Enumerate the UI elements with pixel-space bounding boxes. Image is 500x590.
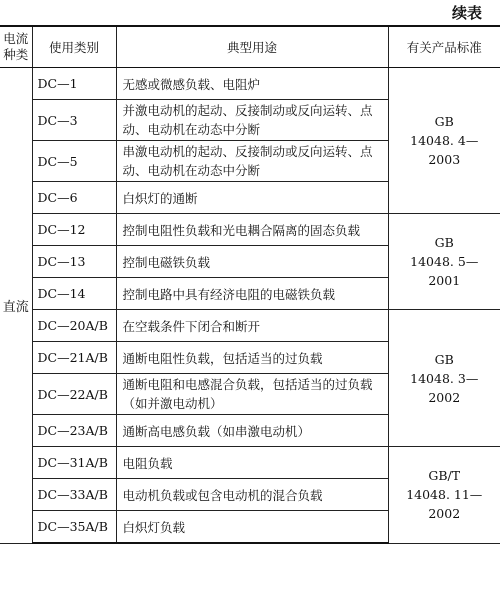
category-cell: DC—20A/B	[32, 310, 116, 342]
standard-line2: 14048. 11—2002	[406, 487, 483, 522]
use-cell: 控制电阻性负载和光电耦合隔离的固态负载	[116, 214, 388, 246]
category-cell: DC—13	[32, 246, 116, 278]
use-cell: 通断高电感负载（如串激电动机）	[116, 415, 388, 447]
table-row	[0, 310, 500, 342]
standard-cell	[388, 447, 500, 544]
use-cell: 并激电动机的起动、反接制动或反向运转、点动、电动机在动态中分断	[116, 100, 388, 141]
standard-line1: GB	[434, 114, 454, 129]
header-typical-use: 典型用途	[116, 26, 388, 68]
use-cell: 电阻负载	[116, 447, 388, 479]
use-cell: 电动机负载或包含电动机的混合负载	[116, 479, 388, 511]
standard-line2: 14048. 4—2003	[410, 133, 479, 167]
use-cell: 控制电路中具有经济电阻的电磁铁负载	[116, 278, 388, 310]
use-cell: 白炽灯负载	[116, 511, 388, 544]
header-current-kind-label: 电流种类	[3, 31, 29, 62]
use-cell: 串激电动机的起动、反接制动或反向运转、点动、电动机在动态中分断	[116, 141, 388, 182]
standard-cell	[388, 310, 500, 447]
category-cell: DC—23A/B	[32, 415, 116, 447]
category-cell: DC—12	[32, 214, 116, 246]
category-cell: DC—33A/B	[32, 479, 116, 511]
standard-line1: GB	[434, 351, 454, 367]
use-cell: 通断电阻和电感混合负载，包括适当的过负载（如并激电动机）	[116, 374, 388, 415]
category-cell: DC—21A/B	[32, 342, 116, 374]
current-kind-cell: 直流	[0, 68, 32, 544]
category-cell: DC—22A/B	[32, 374, 116, 415]
standard-line1: GB/T	[428, 468, 461, 484]
category-cell: DC—6	[32, 182, 116, 214]
standard-line2: 14048. 3—2002	[410, 370, 479, 405]
use-cell: 在空载条件下闭合和断开	[116, 310, 388, 342]
header-current-kind	[0, 26, 32, 68]
category-cell: DC—1	[32, 68, 116, 100]
standard-line1: GB	[434, 235, 454, 250]
category-cell: DC—31A/B	[32, 447, 116, 479]
table-row	[0, 214, 500, 246]
table-row	[0, 447, 500, 479]
category-cell: DC—5	[32, 141, 116, 182]
standard-line2: 14048. 5—2001	[410, 254, 479, 288]
header-category: 使用类别	[32, 26, 116, 68]
standard-cell	[388, 214, 500, 310]
use-cell: 控制电磁铁负载	[116, 246, 388, 278]
continued-label: 续表	[451, 4, 482, 22]
use-cell: 无感或微感负载、电阻炉	[116, 68, 388, 100]
use-cell: 通断电阻性负载，包括适当的过负载	[116, 342, 388, 374]
standard-cell	[388, 68, 500, 214]
category-cell: DC—3	[32, 100, 116, 141]
use-cell: 白炽灯的通断	[116, 182, 388, 214]
dc-utilization-table	[0, 25, 500, 544]
header-standard: 有关产品标准	[388, 26, 500, 68]
category-cell: DC—35A/B	[32, 511, 116, 544]
table-header-row	[0, 26, 500, 68]
category-cell: DC—14	[32, 278, 116, 310]
table-row	[0, 68, 500, 100]
